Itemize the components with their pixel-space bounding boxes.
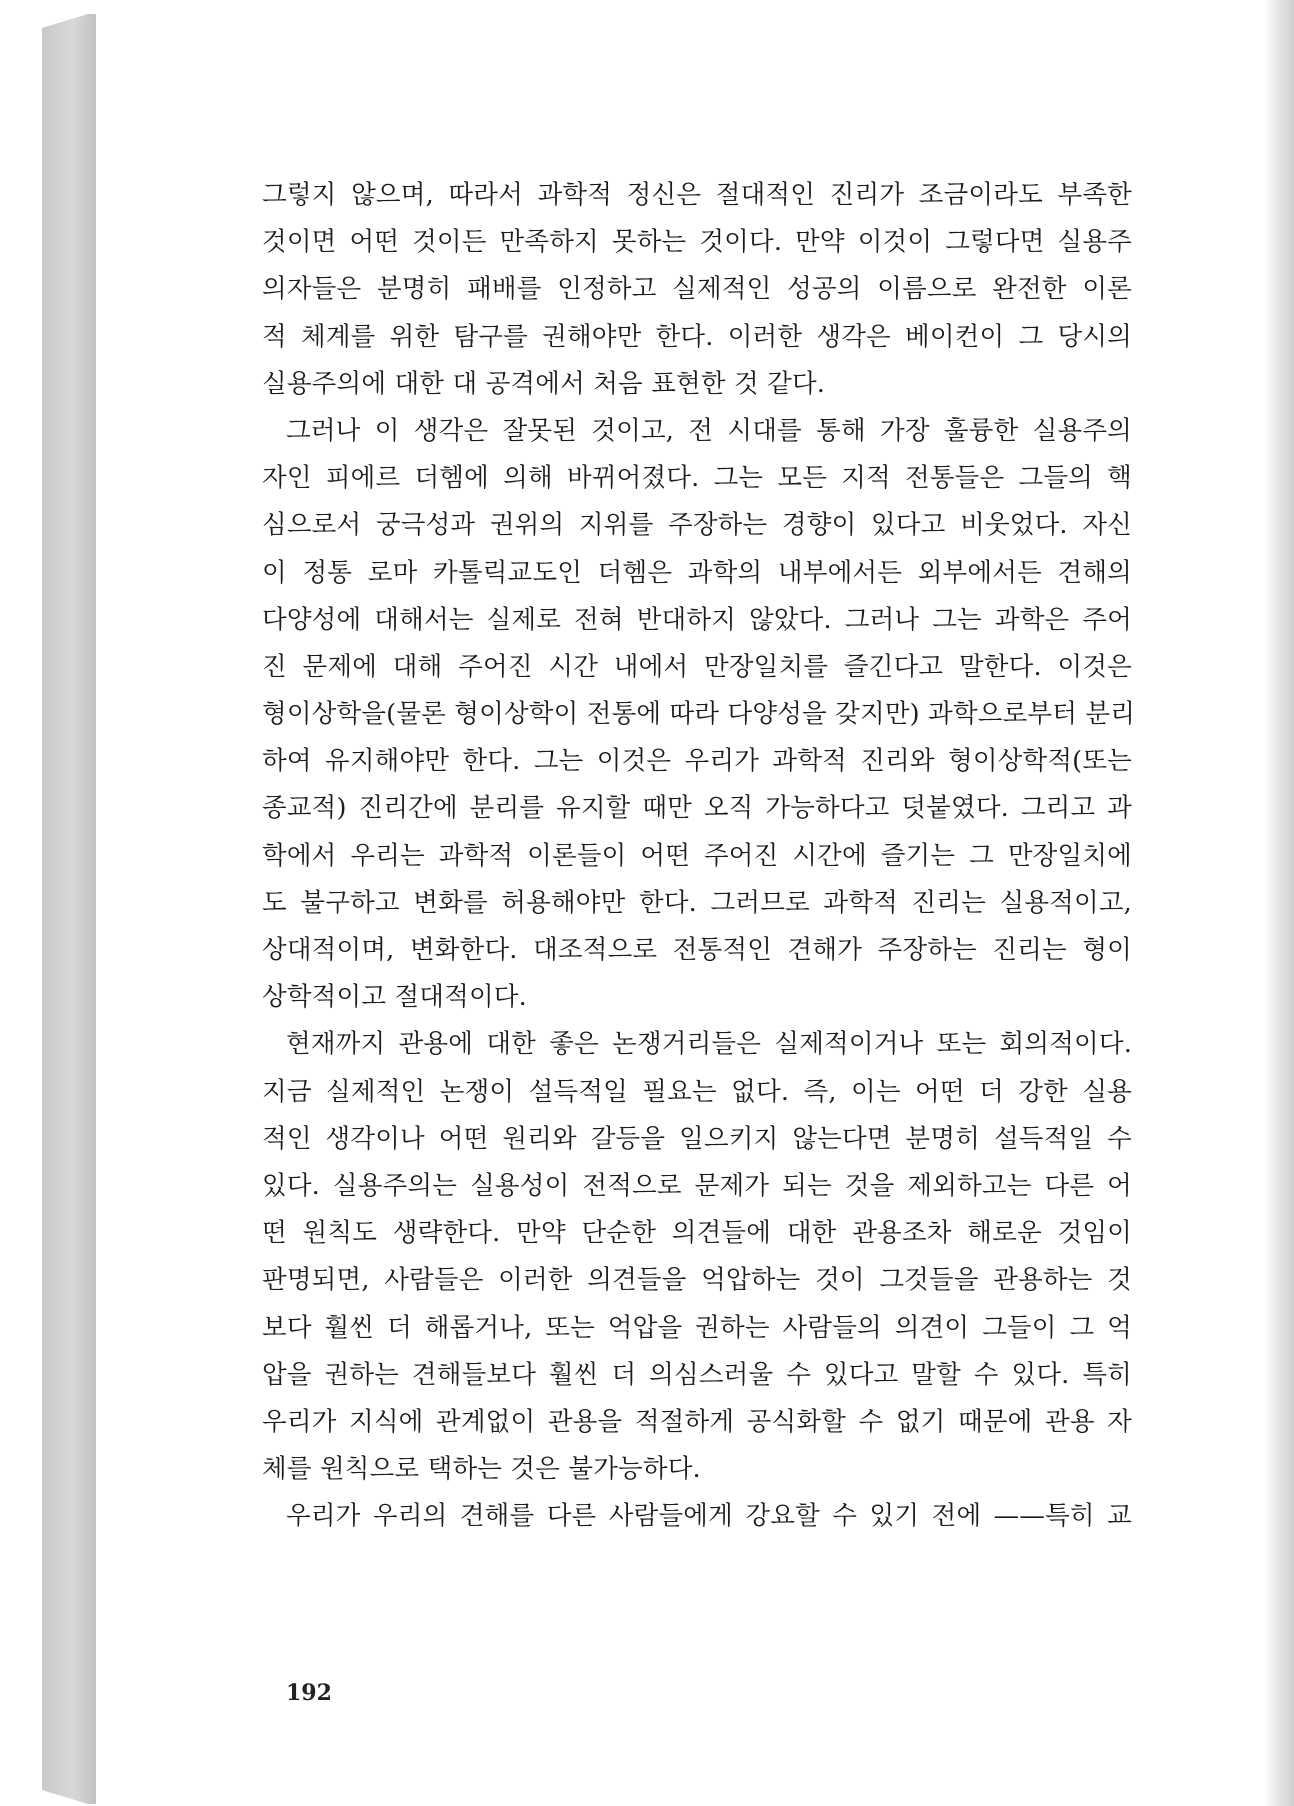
text-line: 우리가 우리의 견해를 다른 사람들에게 강요할 수 있기 전에 ——특히 교 [286, 1501, 1132, 1532]
text-line: 의자들은 분명히 패배를 인정하고 실제적인 성공의 이름으로 완전한 이론 [262, 274, 1132, 305]
text-line: 적인 생각이나 어떤 원리와 갈등을 일으키지 않는다면 분명히 설득적일 수 [262, 1123, 1132, 1154]
text-line: 우리가 지식에 관계없이 관용을 적절하게 공식화할 수 없기 때문에 관용 자 [262, 1406, 1132, 1437]
text-line: 하여 유지해야만 한다. 그는 이것은 우리가 과학적 진리와 형이상학적(또는 [262, 746, 1132, 777]
text-line: 체를 원칙으로 택하는 것은 불가능하다. [262, 1454, 701, 1485]
text-line: 보다 훨씬 더 해롭거나, 또는 억압을 권하는 사람들의 의견이 그들이 그 억 [262, 1312, 1132, 1343]
text-line: 다양성에 대해서는 실제로 전혀 반대하지 않았다. 그러나 그는 과학은 주어 [262, 604, 1132, 635]
text-line: 실용주의에 대한 대 공격에서 처음 표현한 것 같다. [262, 368, 826, 399]
text-line: 지금 실제적인 논쟁이 설득적일 필요는 없다. 즉, 이는 어떤 더 강한 실용 [262, 1076, 1132, 1107]
text-line: 이 정통 로마 카톨릭교도인 더헴은 과학의 내부에서든 외부에서든 견해의 [262, 557, 1132, 588]
text-line: 진 문제에 대해 주어진 시간 내에서 만장일치를 즐긴다고 말한다. 이것은 [262, 651, 1132, 682]
text-line: 떤 원칙도 생략한다. 만약 단순한 의견들에 대한 관용조차 해로운 것임이 [262, 1218, 1132, 1249]
text-line: 그렇지 않으며, 따라서 과학적 정신은 절대적인 진리가 조금이라도 부족한 [262, 180, 1132, 210]
text-line: 자인 피에르 더헴에 의해 바뀌어졌다. 그는 모든 지적 전통들은 그들의 핵 [262, 463, 1132, 494]
text-line: 현재까지 관용에 대한 좋은 논쟁거리들은 실제적이거나 또는 회의적이다. [286, 1029, 1132, 1060]
text-line: 압을 권하는 견해들보다 훨씬 더 의심스러울 수 있다고 말할 수 있다. 특히 [262, 1359, 1132, 1390]
body-text [262, 172, 1136, 1540]
text-line: 도 불구하고 변화를 허용해야만 한다. 그러므로 과학적 진리는 실용적이고, [262, 887, 1132, 918]
text-line: 형이상학을(물론 형이상학이 전통에 따라 다양성을 갖지만) 과학으로부터 분리 [262, 699, 1136, 730]
text-line: 학에서 우리는 과학적 이론들이 어떤 주어진 시간에 즐기는 그 만장일치에 [262, 840, 1132, 871]
text-line: 종교적) 진리간에 분리를 유지할 때만 오직 가능하다고 덧붙였다. 그리고 과 [262, 793, 1132, 824]
text-line: 그러나 이 생각은 잘못된 것이고, 전 시대를 통해 가장 훌륭한 실용주의 [286, 415, 1132, 446]
page-number: 192 [286, 1680, 332, 1706]
text-line: 상대적이며, 변화한다. 대조적으로 전통적인 견해가 주장하는 진리는 형이 [262, 935, 1132, 965]
text-line: 있다. 실용주의는 실용성이 전적으로 문제가 되는 것을 제외하고는 다른 어 [262, 1170, 1132, 1201]
text-line: 것이면 어떤 것이든 만족하지 못하는 것이다. 만약 이것이 그렇다면 실용주 [262, 227, 1132, 258]
text-line: 심으로서 궁극성과 권위의 지위를 주장하는 경향이 있다고 비웃었다. 자신 [262, 510, 1132, 541]
page-shadow [1264, 0, 1294, 1806]
text-line: 상학적이고 절대적이다. [262, 982, 527, 1013]
book-edge [42, 14, 98, 1804]
text-line: 판명되면, 사람들은 이러한 의견들을 억압하는 것이 그것들을 관용하는 것 [262, 1265, 1132, 1296]
text-line: 적 체계를 위한 탐구를 권해야만 한다. 이러한 생각은 베이컨이 그 당시의 [262, 321, 1132, 352]
